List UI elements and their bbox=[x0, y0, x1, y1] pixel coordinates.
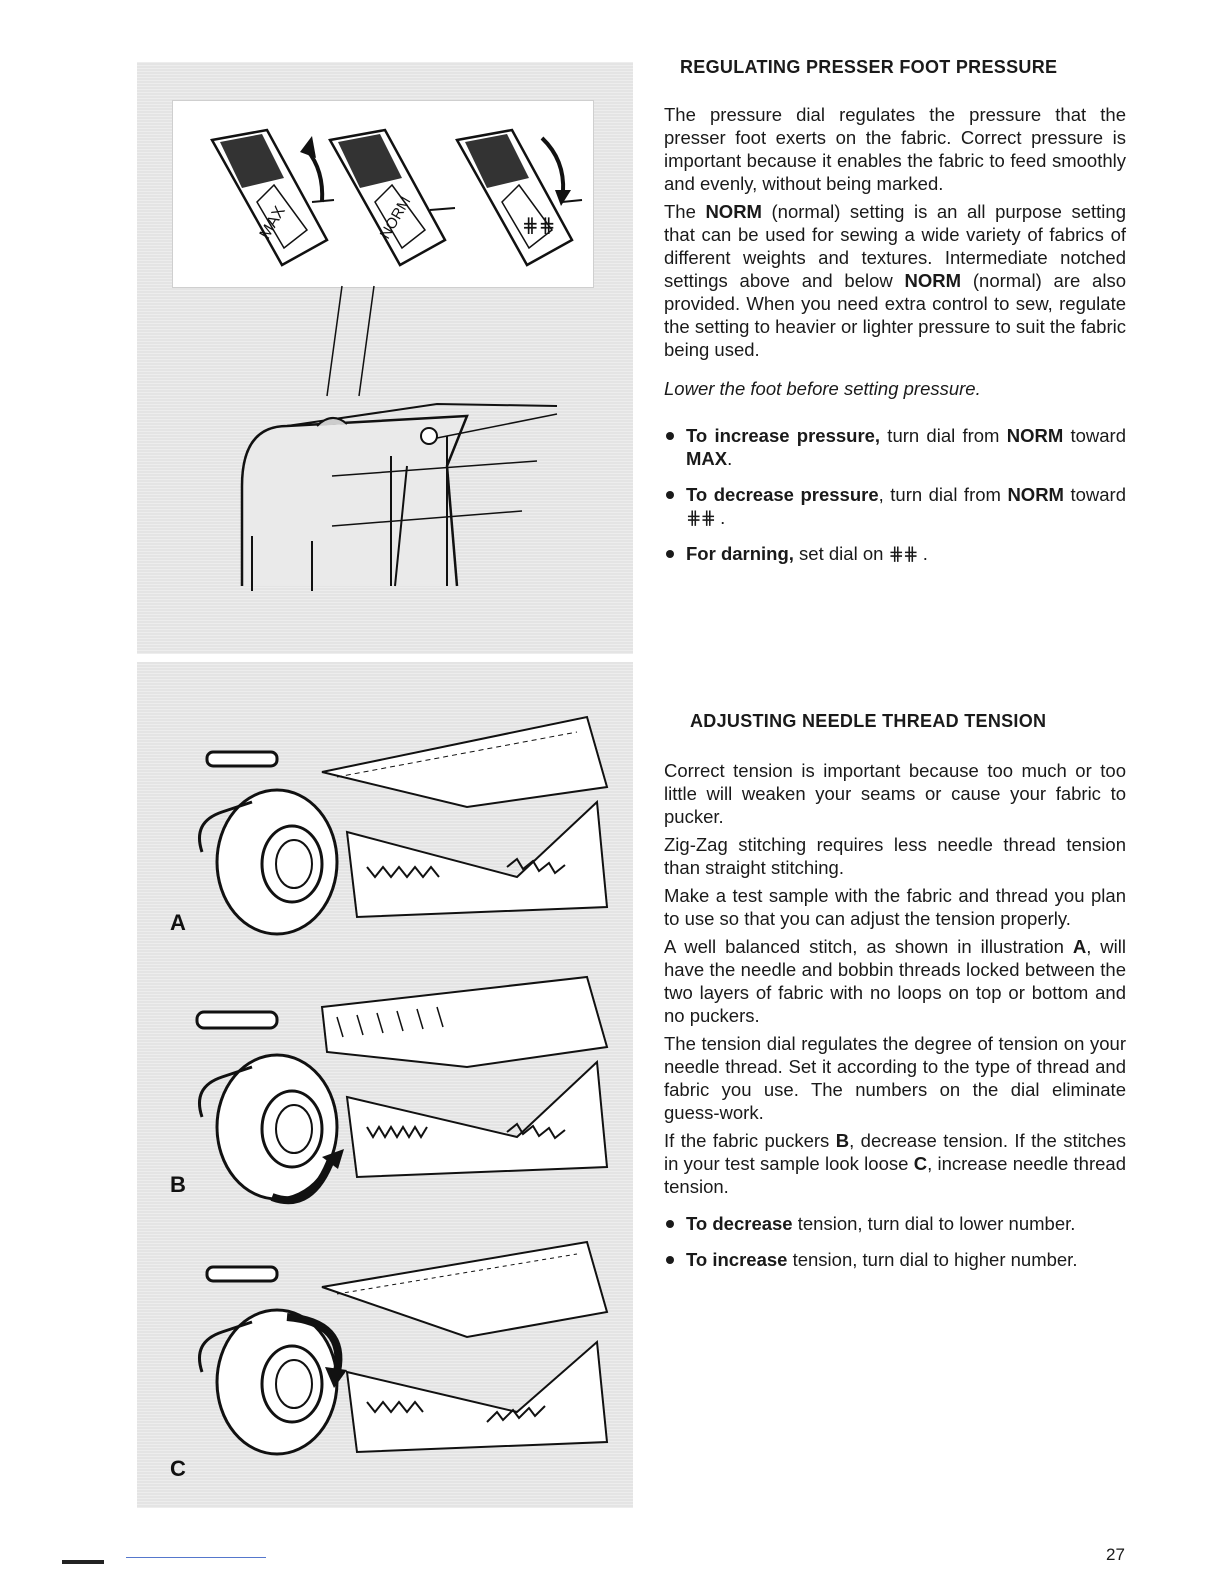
tension-paragraph-5: The tension dial regulates the degree of tension on your needle thread. Set it according to the type of thread and fabric you use. The numbers on the dial eliminate guess-work. bbox=[664, 1033, 1126, 1123]
fabric-sample-b bbox=[322, 977, 607, 1177]
dial-norm-drawing bbox=[330, 130, 455, 265]
dial-max-drawing bbox=[212, 130, 334, 265]
illustration-label-a: A bbox=[170, 910, 186, 935]
illustration-label-b: B bbox=[170, 1172, 186, 1197]
tension-paragraph-6: If the fabric puckers B, decrease tension. If the stitches in your test sample look loose C, increase needle thread tension. bbox=[664, 1130, 1126, 1197]
footer-rule bbox=[126, 1557, 266, 1558]
bullet-increase-tension: To increase tension, turn dial to higher number. bbox=[664, 1248, 1126, 1271]
tension-section bbox=[664, 710, 1126, 1284]
tension-dial-a bbox=[200, 752, 338, 934]
bullet-decrease-pressure: To decrease pressure, turn dial from NORM toward ⋕⋕ . bbox=[664, 483, 1126, 529]
dial-darn-drawing bbox=[457, 130, 582, 265]
bullet-decrease-tension: To decrease tension, turn dial to lower number. bbox=[664, 1212, 1126, 1235]
dial-darn-label: ⋕⋕ bbox=[522, 213, 556, 237]
fabric-sample-c bbox=[322, 1242, 607, 1452]
tension-dial-b bbox=[197, 1012, 344, 1200]
pressure-note: Lower the foot before setting pressure. bbox=[664, 378, 981, 399]
pressure-dial-illustration bbox=[172, 100, 592, 286]
pressure-bullets bbox=[664, 424, 1126, 565]
bullet-darning: For darning, set dial on ⋕⋕ . bbox=[664, 542, 1126, 565]
pressure-paragraph-2: The NORM (normal) setting is an all purpose setting that can be used for sewing a wide variety of fabrics of different weights and textures. Intermediate notched settings above and below NORM (normal) are also provided. When you need extra control to sew, regulate the setting to heavier or lighter pressure to suit the fabric being used. bbox=[664, 201, 1126, 360]
tension-paragraph-4: A well balanced stitch, as shown in illustration A, will have the needle and bobbin threads locked between the two layers of fabric with no loops on top or bottom and no puckers. bbox=[664, 936, 1126, 1026]
tension-paragraph-2: Zig-Zag stitching requires less needle thread tension than straight stitching. bbox=[664, 834, 1126, 878]
tension-dial-c bbox=[200, 1267, 348, 1454]
fabric-sample-a bbox=[322, 717, 607, 917]
pressure-section bbox=[664, 56, 1126, 578]
tension-paragraph-3: Make a test sample with the fabric and thread you plan to use so that you can adjust the tension properly. bbox=[664, 885, 1126, 929]
dial-norm-label: NORM bbox=[376, 193, 415, 242]
tension-paragraph-1: Correct tension is important because too much or too little will weaken your seams or cause your fabric to pucker. bbox=[664, 760, 1126, 827]
tension-bullets bbox=[664, 1212, 1126, 1271]
pressure-paragraph-1: The pressure dial regulates the pressure that the presser foot exerts on the fabric. Correct pressure is important because it enables the fabric to feed smoothly and evenly, without being marked. bbox=[664, 104, 1126, 194]
tension-illustrations bbox=[137, 662, 633, 1508]
bullet-increase-pressure: To increase pressure, turn dial from NORM toward MAX. bbox=[664, 424, 1126, 470]
illustration-label-c: C bbox=[170, 1456, 186, 1481]
footer-mark bbox=[62, 1560, 104, 1564]
tension-heading: ADJUSTING NEEDLE THREAD TENSION bbox=[690, 711, 1047, 731]
page-number: 27 bbox=[1106, 1545, 1125, 1564]
machine-head-illustration bbox=[137, 286, 633, 596]
pressure-heading: REGULATING PRESSER FOOT PRESSURE bbox=[680, 57, 1058, 77]
dial-max-label: MAX bbox=[256, 203, 289, 242]
